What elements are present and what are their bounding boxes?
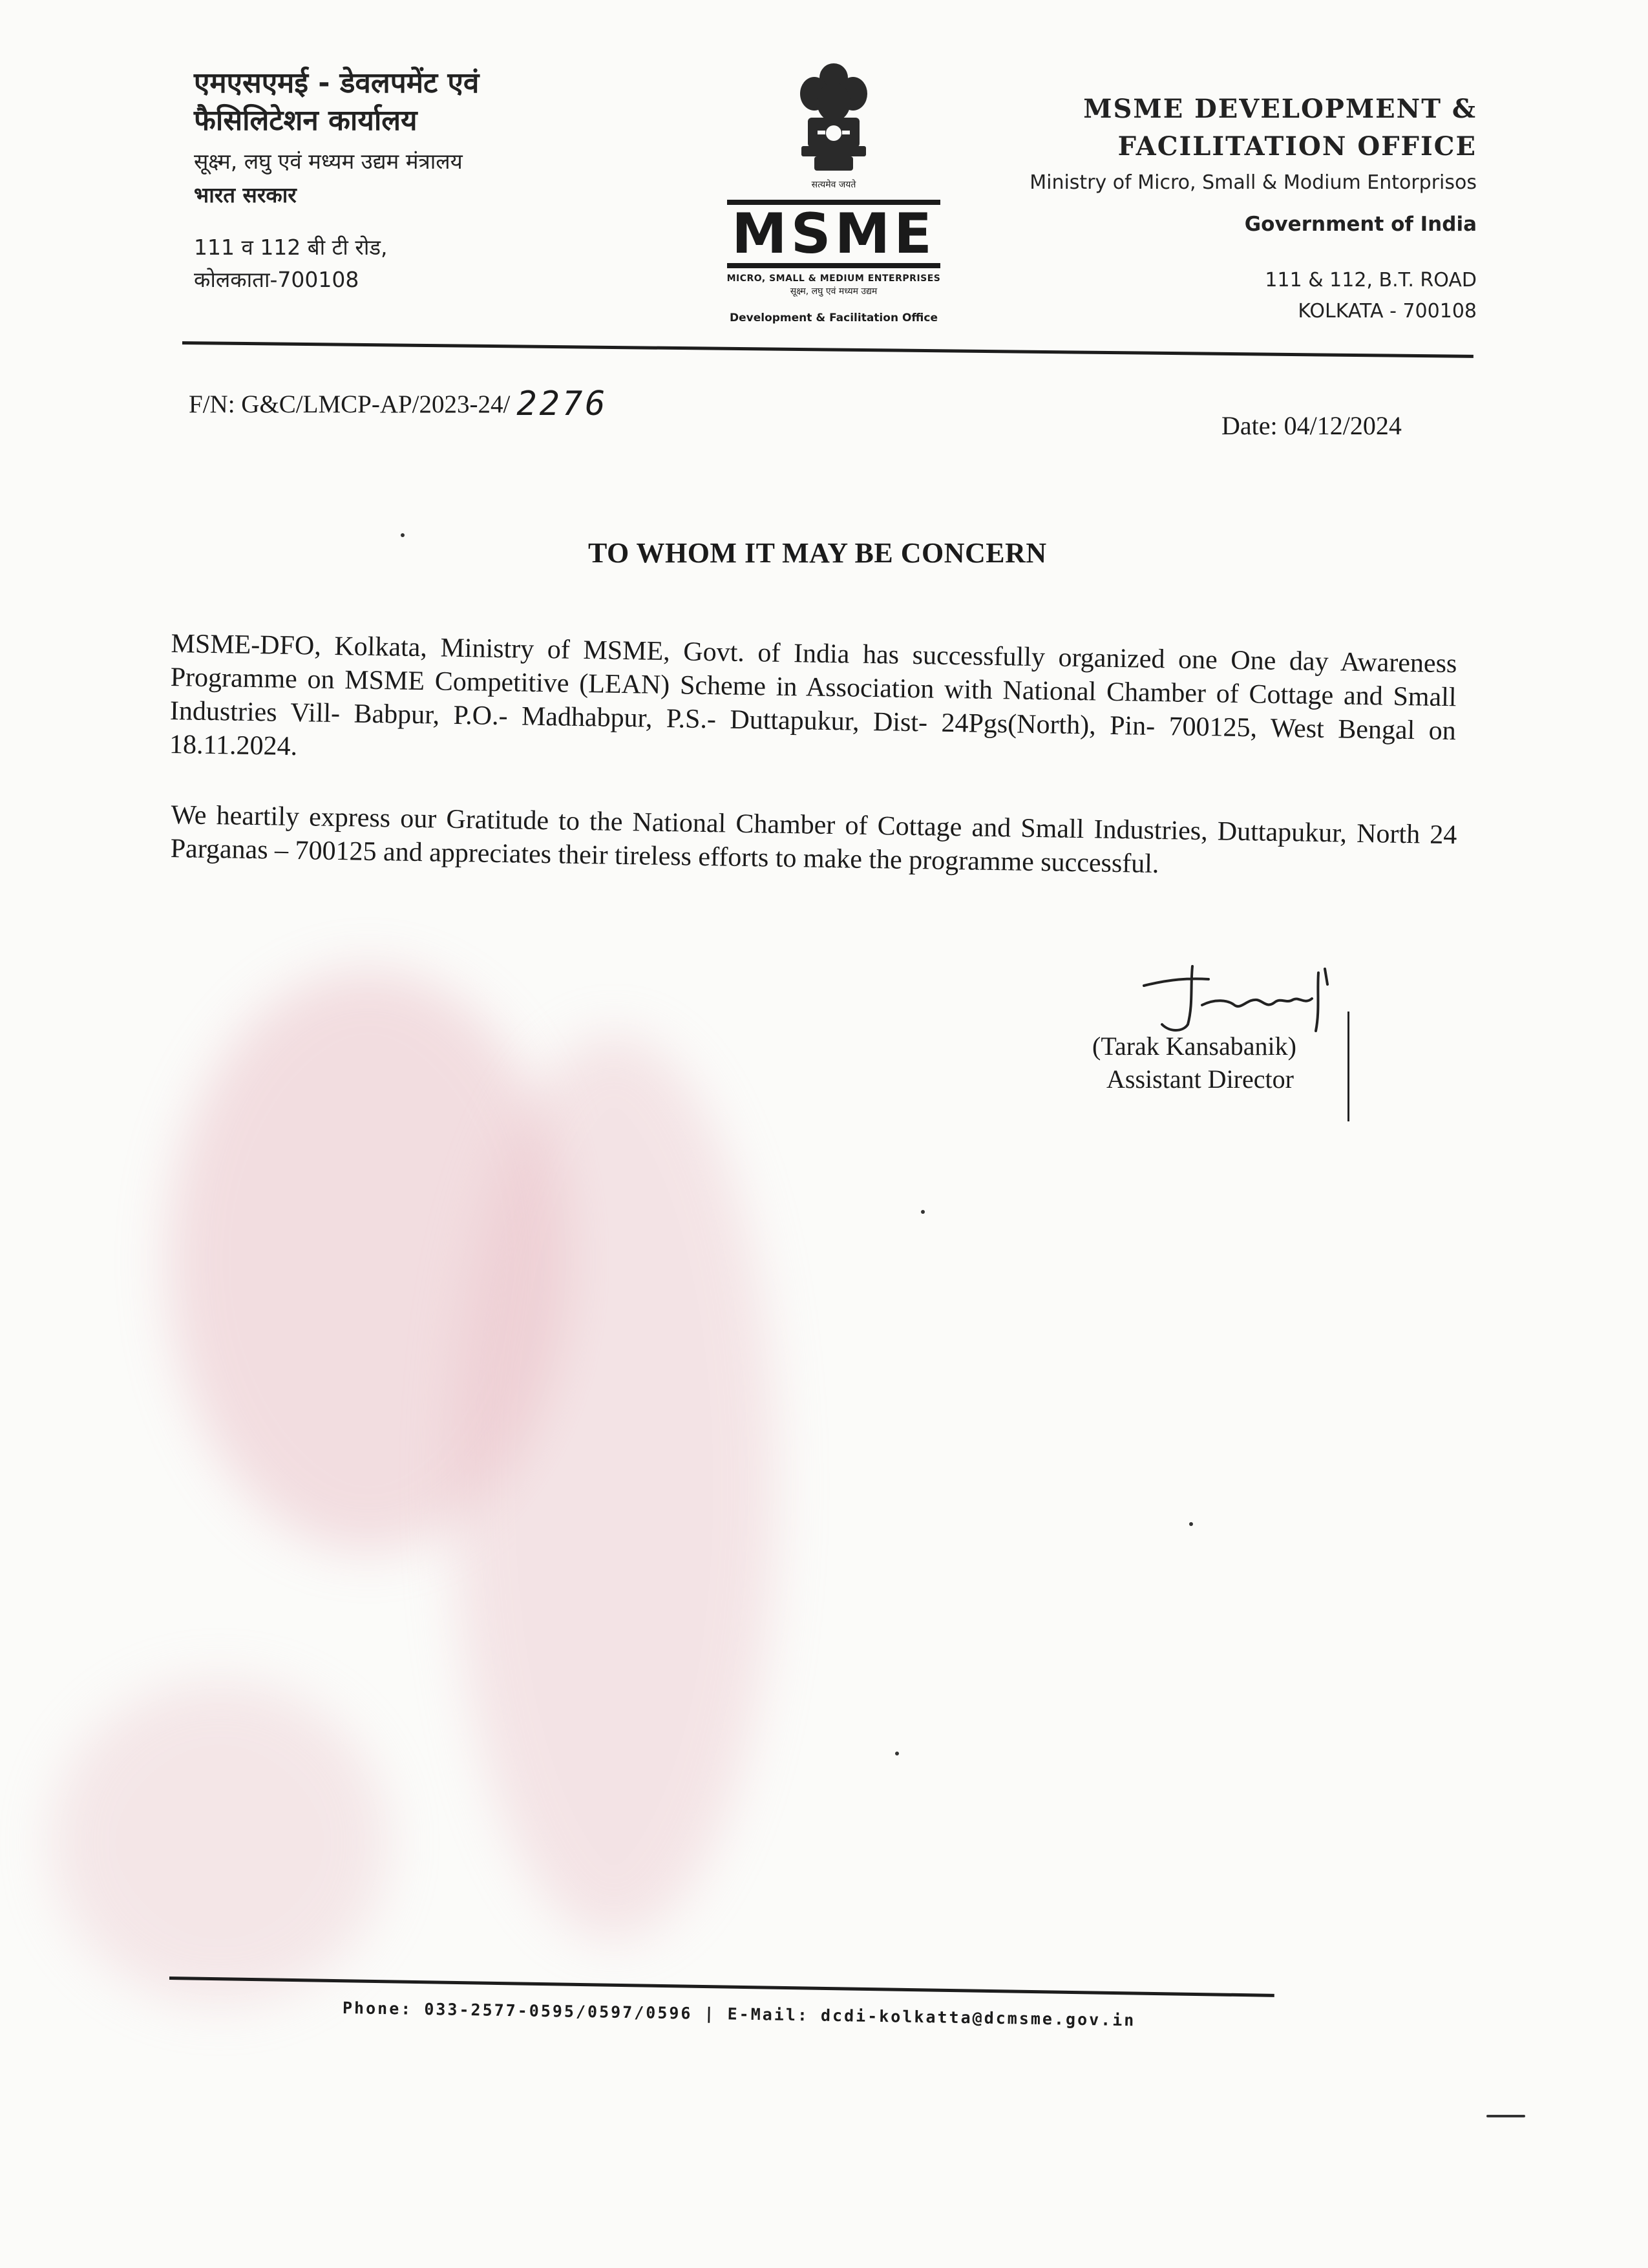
header-divider <box>182 341 1474 358</box>
english-address-line1: 111 & 112, B.T. ROAD <box>1265 269 1477 291</box>
emblem-motto: सत्यमेव जयते <box>811 180 856 190</box>
body-paragraph-2: We heartily express our Gratitude to the National Chamber of Cottage and Small Industries, Duttapukur, North 24 Parganas – 700125 and appreciates their tireless efforts to make the programme successful. <box>170 800 1457 880</box>
national-emblem-icon <box>792 58 876 181</box>
letter-date: Date: 04/12/2024 <box>1221 411 1402 440</box>
signature-margin-line <box>1347 1012 1349 1121</box>
file-reference <box>189 385 608 423</box>
english-government: Government of India <box>1244 213 1477 236</box>
hindi-ministry: सूक्ष्म, लघु एवं मध्यम उद्यम मंत्रालय <box>194 149 463 174</box>
english-office-name-line2: FACILITATION OFFICE <box>1117 131 1477 162</box>
handwritten-signature <box>1131 960 1344 1037</box>
speck-5 <box>1486 2115 1525 2117</box>
msme-subtitle-english: MICRO, SMALL & MEDIUM ENTERPRISES <box>726 273 941 284</box>
hindi-address-line2: कोलकाता-700108 <box>194 267 359 292</box>
hindi-office-name-line2: फैसिलिटेशन कार्यालय <box>194 104 417 137</box>
signatory-name: (Tarak Kansabanik) <box>1092 1032 1296 1061</box>
msme-wordmark: MSME <box>727 200 940 268</box>
signature-block <box>1092 960 1364 1094</box>
speck-2 <box>921 1210 925 1214</box>
stain-3 <box>52 1680 388 2004</box>
english-office-name-line1: MSME DEVELOPMENT & <box>1083 94 1477 124</box>
stain-2 <box>452 1034 776 1939</box>
file-number: F/N: G&C/LMCP-AP/2023-24/ <box>189 390 511 418</box>
handwritten-file-number: 2276 <box>516 385 608 423</box>
hindi-letterhead <box>194 65 595 296</box>
english-address-line2: KOLKATA - 700108 <box>1298 300 1477 323</box>
english-ministry: Ministry of Micro, Small & Modium Entorprisos <box>1030 171 1477 194</box>
speck-4 <box>895 1752 899 1755</box>
speck-1 <box>401 533 405 537</box>
msme-office-label: Development & Facilitation Office <box>730 312 938 324</box>
hindi-office-name-line1: एमएसएमई - डेवलपमेंट एवं <box>194 67 480 100</box>
letter-title: TO WHOM IT MAY BE CONCERN <box>588 537 1047 569</box>
signatory-title: Assistant Director <box>1106 1065 1294 1094</box>
hindi-government: भारत सरकार <box>194 182 297 207</box>
footer-contact: Phone: 033-2577-0595/0597/0596 | E-Mail: dcdi-kolkatta@dcmsme.gov.in <box>342 1998 1136 2030</box>
hindi-address-line1: 111 व 112 बी टी रोड, <box>194 235 388 260</box>
body-paragraph-1: MSME-DFO, Kolkata, Ministry of MSME, Govt. of India has successfully organized one One day Awareness Programme on MSME Competitive (LEAN) Scheme in Association with National Chamber of Cottage and Small Industries Vill- Babpur, P.O.- Madhabpur, P.S.- Duttapukur, Dist- 24Pgs(North), Pin- 700125, West Bengal on 18.11.2024. <box>169 628 1457 762</box>
stain-1 <box>168 970 569 1551</box>
speck-3 <box>1189 1522 1193 1526</box>
english-letterhead <box>895 90 1477 327</box>
msme-subtitle-hindi: सूक्ष्म, लघु एवं मध्यम उद्यम <box>790 286 878 297</box>
footer-divider <box>169 1977 1274 1997</box>
